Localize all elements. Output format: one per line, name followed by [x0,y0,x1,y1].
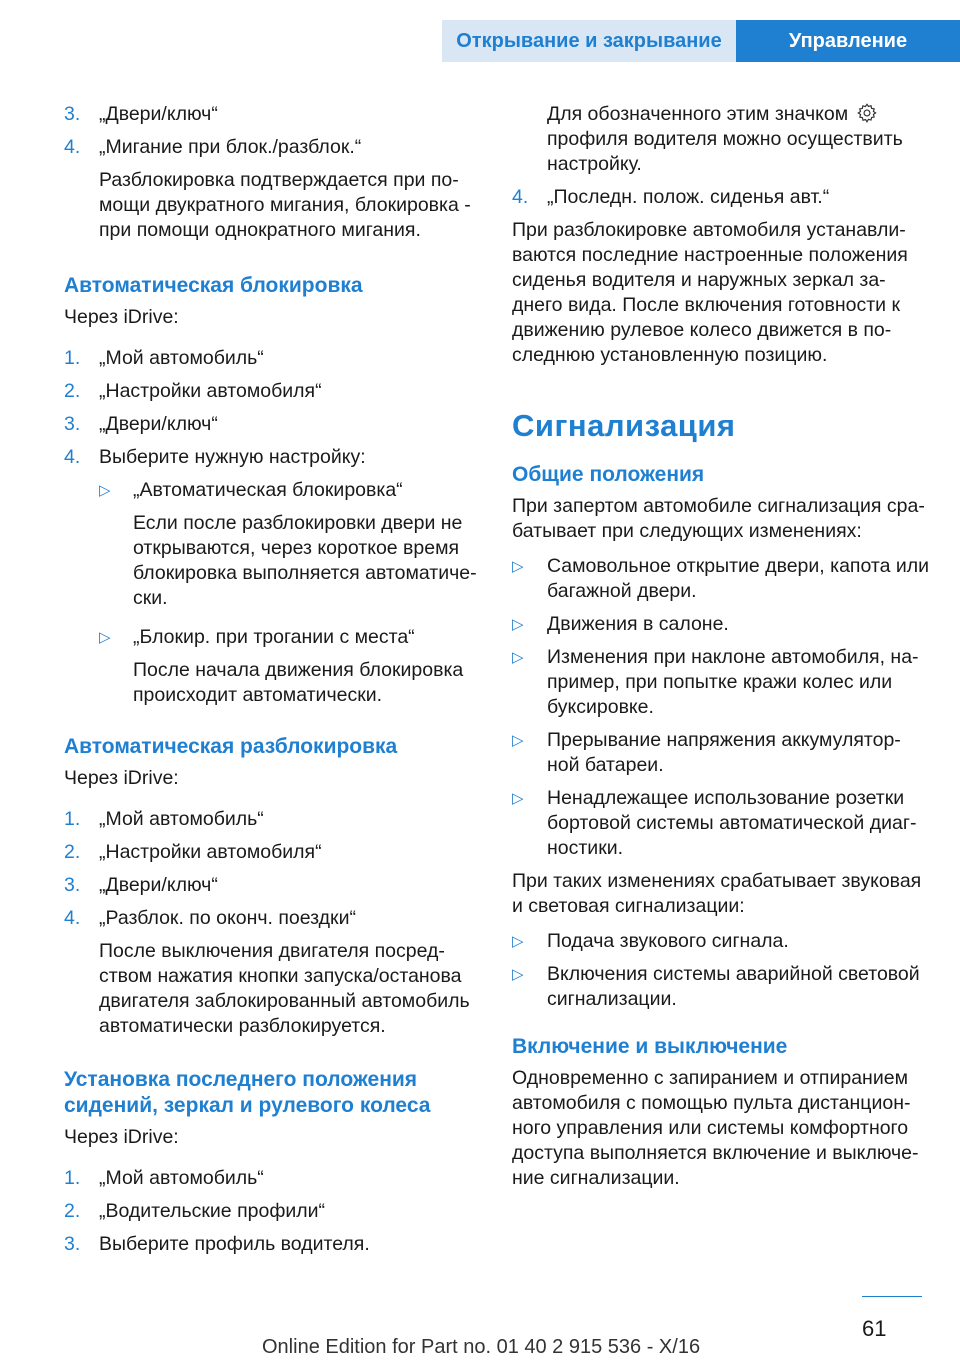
bullet-text: Включения системы аварийной световой сигнализации. [547,963,920,1010]
bullet-text: Изменения при наклоне автомобиля, на-пример, при попытке кражи колес или буксировке. [547,646,919,718]
continuation-text: профиля водителя можно осуществить настройку. [547,128,903,175]
list-number: 3. [64,103,81,125]
list-item [64,1232,480,1257]
bullet-item [512,612,930,637]
list-number: 3. [64,1233,81,1255]
list-number: 1. [64,347,81,369]
option-desc: Если после разблокировки двери не открываются, через короткое время блокировка выполняется автоматиче-ски. [133,512,477,609]
list-number: 4. [512,186,529,208]
list-text: „Разблок. по оконч. поездки“ [99,907,356,929]
options-list [64,478,480,708]
triangle-right-icon: ▷ [512,649,524,666]
list-number: 2. [64,841,81,863]
gear-icon [856,102,878,124]
section-heading: Общие положения [512,463,705,486]
list-text: „Настройки автомобиля“ [99,841,322,863]
bullet-item [99,625,480,708]
list-text: „Мой автомобиль“ [99,1167,264,1189]
triangle-right-icon: ▷ [512,616,524,633]
bullet-text: Ненадлежащее использование розетки бортовой системы автоматической диаг-ностики. [547,787,917,859]
list-item [64,873,480,898]
list-item [512,185,930,210]
option-desc: После начала движения блокировка происходит автоматически. [133,659,464,706]
body-paragraph: При разблокировке автомобиля устанавли-ваются последние настроенные положения сиденья водителя и наружных зеркал за-днего вида. После включения готовности к движению рулевое колесо движется в по-следнюю установленную позицию. [512,219,908,366]
section-heading: Автоматическая блокировка [64,274,363,297]
list-text: „Двери/ключ“ [99,413,218,435]
bullet-text: Подача звукового сигнала. [547,930,789,952]
page-header [0,0,960,62]
list-text: „Двери/ключ“ [99,103,218,125]
list-number: 4. [64,136,81,158]
list-item [64,102,480,127]
footer-divider [862,1296,922,1297]
list-text: „Последн. полож. сиденья авт.“ [547,186,830,208]
option-title: „Автоматическая блокировка“ [133,479,403,501]
continuation-line [547,102,930,127]
list-item [64,1199,480,1224]
list-item [64,1166,480,1191]
list-item [64,379,480,404]
intro-text: Через iDrive: [64,1126,179,1148]
list-item [64,135,480,243]
list-text: „Водительские профили“ [99,1200,326,1222]
body-paragraph: Одновременно с запиранием и отпиранием автомобиля с помощью пульта дистанцион-ного управления или системы комфортного доступа выполняется включение и выключе-ние сигнализации. [512,1067,919,1189]
list-text: Выберите нужную настройку: [99,446,366,468]
triangle-right-icon: ▷ [99,629,111,646]
edition-footer: Online Edition for Part no. 01 40 2 915 536 - X/16 [262,1336,701,1358]
chapter-tab[interactable]: Управление [736,20,960,62]
list-item [64,840,480,865]
bullet-text: Прерывание напряжения аккумулятор-ной батареи. [547,729,901,776]
list-number: 4. [64,907,81,929]
triangle-right-icon: ▷ [512,558,524,575]
body-paragraph: При таких изменениях срабатывает звуковая и световая сигнализации: [512,870,922,917]
list-text: „Настройки автомобиля“ [99,380,322,402]
intro-text: Через iDrive: [64,767,179,789]
list-item [64,906,480,1039]
list-text: „Двери/ключ“ [99,874,218,896]
list-number: 4. [64,446,81,468]
triangle-right-icon: ▷ [512,933,524,950]
section-tab[interactable]: Открывание и закрывание [442,20,736,62]
list-item [64,807,480,832]
bullet-item [512,554,930,604]
list-item [64,445,480,470]
list-number: 2. [64,380,81,402]
section-heading: Автоматическая разблокировка [64,735,398,758]
section-heading: Установка последнего положения сидений, зеркал и рулевого колеса [64,1068,431,1117]
list-item [64,346,480,371]
intro-text: Через iDrive: [64,306,179,328]
bullet-item [512,786,930,861]
list-text: Выберите профиль водителя. [99,1233,370,1255]
right-column [512,102,930,1191]
chapter-heading: Сигнализация [512,408,736,443]
bullet-item [512,929,930,954]
triangle-right-icon: ▷ [512,966,524,983]
bullet-text: Движения в салоне. [547,613,729,635]
triangle-right-icon: ▷ [512,732,524,749]
bullet-item [512,728,930,778]
list-number: 3. [64,413,81,435]
bullet-text: Самовольное открытие двери, капота или багажной двери. [547,555,930,602]
list-number: 3. [64,874,81,896]
bullet-item [512,962,930,1012]
list-subtext: После выключения двигателя посред-ством нажатия кнопки запуска/останова двигателя заблокированный автомобиль автоматически разблокируется. [99,940,470,1037]
section-heading: Включение и выключение [512,1035,788,1058]
bullet-item [512,645,930,720]
option-title: „Блокир. при трогании с места“ [133,626,415,648]
list-number: 1. [64,808,81,830]
list-item [64,412,480,437]
list-text: „Мигание при блок./разблок.“ [99,136,362,158]
list-text: „Мой автомобиль“ [99,808,264,830]
list-number: 2. [64,1200,81,1222]
triangle-right-icon: ▷ [512,790,524,807]
page-number: 61 [862,1316,887,1341]
bullet-item [99,478,480,611]
list-subtext: Разблокировка подтверждается при по-мощи двукратного мигания, блокировка - при помощи однократного мигания. [99,169,471,241]
triangle-right-icon: ▷ [99,482,111,499]
body-paragraph: При запертом автомобиле сигнализация сра-батывает при следующих изменениях: [512,495,925,542]
left-column [64,102,480,1265]
continuation-text: Для обозначенного этим значком [547,103,849,125]
step-continuation [512,102,930,177]
list-text: „Мой автомобиль“ [99,347,264,369]
list-number: 1. [64,1167,81,1189]
